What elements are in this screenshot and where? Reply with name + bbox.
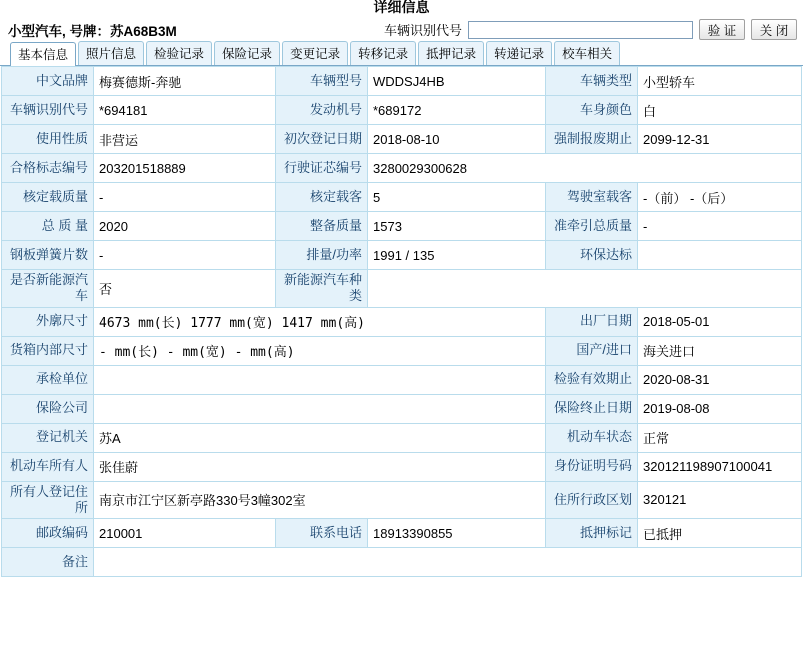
window-title: 详细信息	[373, 0, 430, 15]
field-value: 3280029300628	[368, 154, 802, 183]
tab-mortgage-records[interactable]: 抵押记录	[418, 41, 484, 65]
field-label: 核定载质量	[2, 183, 94, 212]
field-value	[368, 270, 802, 308]
table-row	[2, 307, 802, 336]
field-label: 检验有效期止	[546, 365, 638, 394]
field-label: 机动车状态	[546, 423, 638, 452]
table-row	[2, 481, 802, 519]
field-label: 货箱内部尺寸	[2, 336, 94, 365]
table-row	[2, 67, 802, 96]
field-label: 车身颜色	[546, 96, 638, 125]
field-label: 新能源汽车种类	[276, 270, 368, 308]
field-label: 国产/进口	[546, 336, 638, 365]
verify-button[interactable]: 验 证	[699, 19, 745, 40]
field-label: 车辆型号	[276, 67, 368, 96]
field-value: 1573	[368, 212, 546, 241]
tab-school-bus[interactable]: 校车相关	[554, 41, 620, 65]
field-value: 2018-05-01	[638, 307, 802, 336]
vin-input[interactable]	[468, 21, 693, 39]
field-label: 整备质量	[276, 212, 368, 241]
table-row	[2, 125, 802, 154]
field-value: 2018-08-10	[368, 125, 546, 154]
field-label: 外廓尺寸	[2, 307, 94, 336]
field-value: WDDSJ4HB	[368, 67, 546, 96]
field-label: 使用性质	[2, 125, 94, 154]
table-row	[2, 154, 802, 183]
field-value: 4673 mm(长) 1777 mm(宽) 1417 mm(高)	[94, 307, 546, 336]
vehicle-detail-table	[1, 66, 802, 577]
field-value: 白	[638, 96, 802, 125]
field-value: 苏A	[94, 423, 546, 452]
tab-delivery-records[interactable]: 转递记录	[486, 41, 552, 65]
field-label: 合格标志编号	[2, 154, 94, 183]
field-value: 梅赛德斯-奔驰	[94, 67, 276, 96]
field-label: 联系电话	[276, 519, 368, 548]
field-value: 2099-12-31	[638, 125, 802, 154]
tab-insurance-records[interactable]: 保险记录	[214, 41, 280, 65]
field-label: 住所行政区划	[546, 481, 638, 519]
field-label: 所有人登记住所	[2, 481, 94, 519]
table-row	[2, 241, 802, 270]
field-value: 1991 / 135	[368, 241, 546, 270]
field-value: 张佳蔚	[94, 452, 546, 481]
field-label: 身份证明号码	[546, 452, 638, 481]
vin-label: 车辆识别代号	[383, 23, 462, 38]
field-value: 210001	[94, 519, 276, 548]
field-label: 邮政编码	[2, 519, 94, 548]
table-row	[2, 96, 802, 125]
field-value	[638, 241, 802, 270]
field-value: 海关进口	[638, 336, 802, 365]
field-label: 登记机关	[2, 423, 94, 452]
field-label: 初次登记日期	[276, 125, 368, 154]
table-row	[2, 270, 802, 308]
field-label: 承检单位	[2, 365, 94, 394]
field-value: 小型轿车	[638, 67, 802, 96]
plate-label: 小型汽车, 号牌：苏A68B3M	[8, 23, 177, 39]
field-value: 2020	[94, 212, 276, 241]
field-value: -	[94, 241, 276, 270]
field-value: 203201518889	[94, 154, 276, 183]
field-label: 核定载客	[276, 183, 368, 212]
field-value	[94, 394, 546, 423]
field-value: -（前） -（后）	[638, 183, 802, 212]
field-value: *689172	[368, 96, 546, 125]
field-label: 出厂日期	[546, 307, 638, 336]
table-row	[2, 394, 802, 423]
table-row	[2, 452, 802, 481]
tab-change-records[interactable]: 变更记录	[282, 41, 348, 65]
field-value: 320121	[638, 481, 802, 519]
field-value: 18913390855	[368, 519, 546, 548]
table-row	[2, 365, 802, 394]
field-label: 车辆识别代号	[2, 96, 94, 125]
field-value: 5	[368, 183, 546, 212]
toolbar	[0, 16, 803, 44]
table-row	[2, 423, 802, 452]
table-row	[2, 336, 802, 365]
table-row	[2, 519, 802, 548]
field-value: -	[638, 212, 802, 241]
field-label: 中文品牌	[2, 67, 94, 96]
field-value: 正常	[638, 423, 802, 452]
field-label: 保险终止日期	[546, 394, 638, 423]
field-value: 2020-08-31	[638, 365, 802, 394]
field-value: 2019-08-08	[638, 394, 802, 423]
field-value: 320121198907100041	[638, 452, 802, 481]
field-value: 否	[94, 270, 276, 308]
field-label: 抵押标记	[546, 519, 638, 548]
tab-photo-info[interactable]: 照片信息	[78, 41, 144, 65]
close-button[interactable]: 关 闭	[751, 19, 797, 40]
field-value: - mm(长) - mm(宽) - mm(高)	[94, 336, 546, 365]
field-value	[94, 365, 546, 394]
field-label: 是否新能源汽车	[2, 270, 94, 308]
field-label: 机动车所有人	[2, 452, 94, 481]
field-label: 钢板弹簧片数	[2, 241, 94, 270]
table-row	[2, 183, 802, 212]
tab-bar	[0, 44, 803, 66]
field-label: 车辆类型	[546, 67, 638, 96]
table-row	[2, 212, 802, 241]
field-label: 总 质 量	[2, 212, 94, 241]
field-value: -	[94, 183, 276, 212]
field-label: 排量/功率	[276, 241, 368, 270]
field-label: 强制报废期止	[546, 125, 638, 154]
field-value: 已抵押	[638, 519, 802, 548]
remark-label: 备注	[2, 548, 94, 577]
field-label: 行驶证芯编号	[276, 154, 368, 183]
tab-inspection-records[interactable]: 检验记录	[146, 41, 212, 65]
field-label: 保险公司	[2, 394, 94, 423]
field-value: 南京市江宁区新亭路330号3幢302室	[94, 481, 546, 519]
field-label: 驾驶室载客	[546, 183, 638, 212]
field-value: 非营运	[94, 125, 276, 154]
remark-value	[94, 548, 802, 577]
tab-basic-info[interactable]: 基本信息	[10, 42, 76, 66]
field-label: 准牵引总质量	[546, 212, 638, 241]
tab-transfer-records[interactable]: 转移记录	[350, 41, 416, 65]
field-value: *694181	[94, 96, 276, 125]
field-label: 发动机号	[276, 96, 368, 125]
table-row	[2, 548, 802, 577]
field-label: 环保达标	[546, 241, 638, 270]
